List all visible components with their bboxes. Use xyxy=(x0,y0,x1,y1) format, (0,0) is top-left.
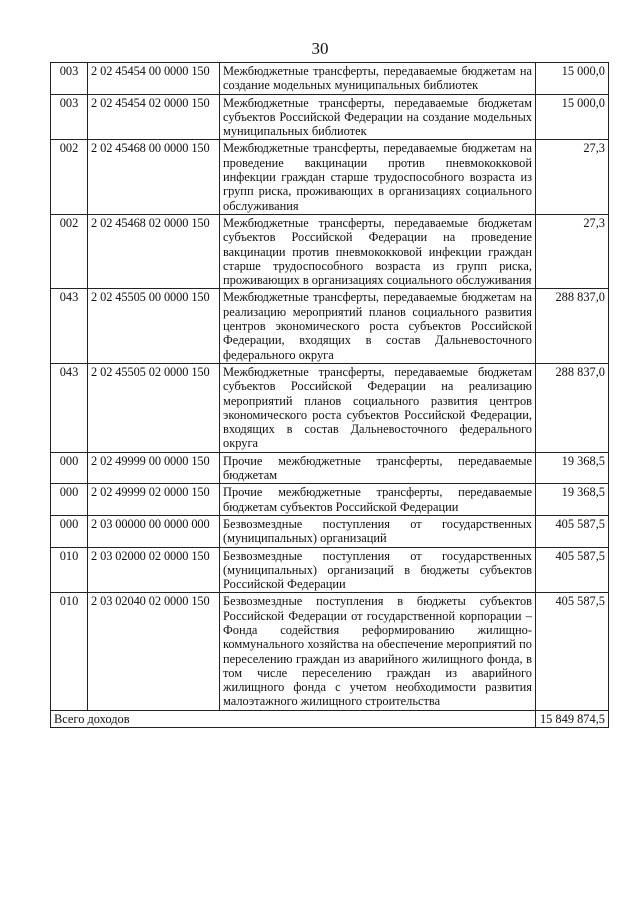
total-label: Всего доходов xyxy=(51,710,536,727)
classification-code-cell: 2 02 45454 02 0000 150 xyxy=(88,94,220,140)
table-row xyxy=(51,484,609,516)
classification-code-cell: 2 02 45454 00 0000 150 xyxy=(88,63,220,95)
revenue-name-cell: Межбюджетные трансферты, передаваемые бюджетам субъектов Российской Федерации на реализацию мероприятий планов социального развития центров экономического роста субъектов Российской Федерации, входящих в состав Дальневосточного федерального округа xyxy=(220,363,536,452)
classification-code-cell: 2 03 02040 02 0000 150 xyxy=(88,593,220,710)
total-row xyxy=(51,710,609,727)
admin-code-cell: 000 xyxy=(51,484,88,516)
revenue-table xyxy=(50,62,609,728)
amount-cell: 15 000,0 xyxy=(536,94,609,140)
admin-code-cell: 000 xyxy=(51,452,88,484)
table-row xyxy=(51,289,609,363)
amount-cell: 405 587,5 xyxy=(536,515,609,547)
revenue-name-cell: Межбюджетные трансферты, передаваемые бюджетам на проведение вакцинации против пневмококковой инфекции граждан старше трудоспособного возраста из групп риска, проживающих в организациях социального обслуживания xyxy=(220,140,536,214)
revenue-name-cell: Безвозмездные поступления в бюджеты субъектов Российской Федерации от государственной корпорации – Фонда содействия реформированию жилищно-коммунального хозяйства на обеспечение мероприятий по переселению граждан из аварийного жилищного фонда, в том числе переселению граждан из аварийного жилищного фонда с учетом необходимости развития малоэтажного жилищного строительства xyxy=(220,593,536,710)
admin-code-cell: 003 xyxy=(51,94,88,140)
table-row xyxy=(51,515,609,547)
classification-code-cell: 2 03 00000 00 0000 000 xyxy=(88,515,220,547)
admin-code-cell: 000 xyxy=(51,515,88,547)
amount-cell: 27,3 xyxy=(536,140,609,214)
revenue-name-cell: Межбюджетные трансферты, передаваемые бюджетам на создание модельных муниципальных библиотек xyxy=(220,63,536,95)
page-number: 30 xyxy=(311,39,329,58)
amount-cell: 27,3 xyxy=(536,214,609,288)
amount-cell: 288 837,0 xyxy=(536,289,609,363)
amount-cell: 19 368,5 xyxy=(536,484,609,516)
amount-cell: 15 000,0 xyxy=(536,63,609,95)
revenue-table-body xyxy=(51,63,609,728)
revenue-name-cell: Межбюджетные трансферты, передаваемые бюджетам субъектов Российской Федерации на проведение вакцинации против пневмококковой инфекции граждан старше трудоспособного возраста из групп риска, проживающих в организациях социального обслуживания xyxy=(220,214,536,288)
table-row xyxy=(51,94,609,140)
classification-code-cell: 2 02 49999 02 0000 150 xyxy=(88,484,220,516)
amount-cell: 405 587,5 xyxy=(536,547,609,593)
admin-code-cell: 043 xyxy=(51,289,88,363)
admin-code-cell: 002 xyxy=(51,140,88,214)
amount-cell: 19 368,5 xyxy=(536,452,609,484)
revenue-name-cell: Прочие межбюджетные трансферты, передаваемые бюджетам xyxy=(220,452,536,484)
classification-code-cell: 2 02 45505 02 0000 150 xyxy=(88,363,220,452)
revenue-name-cell: Безвозмездные поступления от государственных (муниципальных) организаций в бюджеты субъектов Российской Федерации xyxy=(220,547,536,593)
table-row xyxy=(51,63,609,95)
classification-code-cell: 2 03 02000 02 0000 150 xyxy=(88,547,220,593)
admin-code-cell: 002 xyxy=(51,214,88,288)
total-sum: 15 849 874,5 xyxy=(536,710,609,727)
table-row xyxy=(51,140,609,214)
table-row xyxy=(51,547,609,593)
amount-cell: 288 837,0 xyxy=(536,363,609,452)
revenue-name-cell: Прочие межбюджетные трансферты, передаваемые бюджетам субъектов Российской Федерации xyxy=(220,484,536,516)
classification-code-cell: 2 02 45468 00 0000 150 xyxy=(88,140,220,214)
admin-code-cell: 010 xyxy=(51,593,88,710)
revenue-name-cell: Межбюджетные трансферты, передаваемые бюджетам на реализацию мероприятий планов социального развития центров экономического роста субъектов Российской Федерации, входящих в состав Дальневосточного федерального округа xyxy=(220,289,536,363)
table-row xyxy=(51,593,609,710)
table-row xyxy=(51,363,609,452)
table-row xyxy=(51,214,609,288)
admin-code-cell: 003 xyxy=(51,63,88,95)
classification-code-cell: 2 02 45505 00 0000 150 xyxy=(88,289,220,363)
table-row xyxy=(51,452,609,484)
classification-code-cell: 2 02 49999 00 0000 150 xyxy=(88,452,220,484)
amount-cell: 405 587,5 xyxy=(536,593,609,710)
revenue-name-cell: Межбюджетные трансферты, передаваемые бюджетам субъектов Российской Федерации на создание модельных муниципальных библиотек xyxy=(220,94,536,140)
revenue-name-cell: Безвозмездные поступления от государственных (муниципальных) организаций xyxy=(220,515,536,547)
admin-code-cell: 010 xyxy=(51,547,88,593)
classification-code-cell: 2 02 45468 02 0000 150 xyxy=(88,214,220,288)
admin-code-cell: 043 xyxy=(51,363,88,452)
